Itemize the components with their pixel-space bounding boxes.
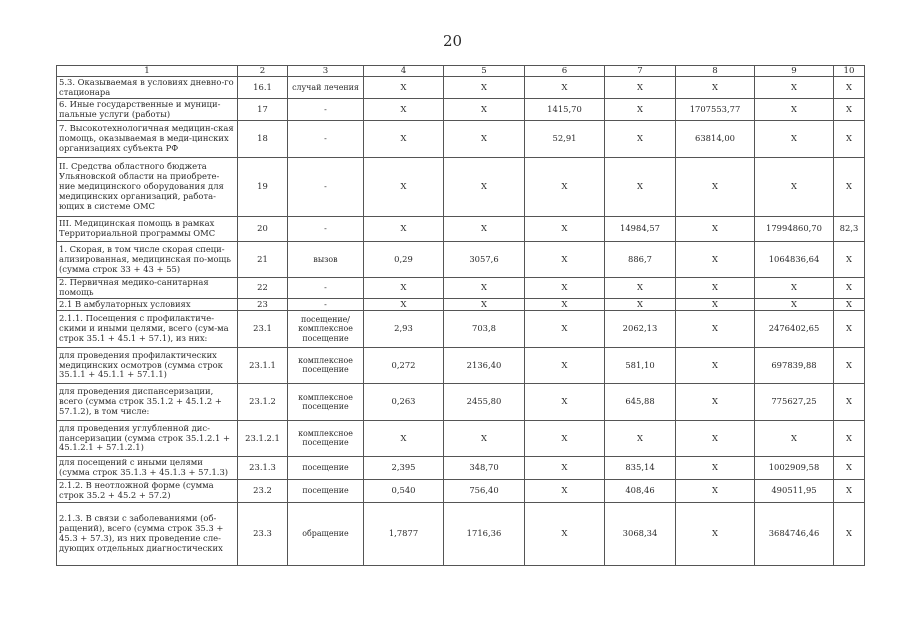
- value-cell: X: [755, 278, 834, 299]
- value-cell: 14984,57: [605, 217, 676, 242]
- row-number: 23.2: [238, 479, 288, 502]
- value-cell: X: [364, 158, 444, 217]
- value-cell: 82,3: [834, 217, 865, 242]
- row-number: 19: [238, 158, 288, 217]
- value-cell: X: [364, 121, 444, 158]
- row-description: 7. Высокотехнологичная медицин-ская помощь, оказываемая в меди-цинских организациях субъекта РФ: [57, 121, 238, 158]
- value-cell: X: [364, 420, 444, 456]
- value-cell: X: [834, 479, 865, 502]
- unit-cell: -: [288, 121, 364, 158]
- unit-cell: посещение/ комплексное посещение: [288, 310, 364, 347]
- value-cell: 52,91: [525, 121, 605, 158]
- value-cell: X: [676, 217, 755, 242]
- value-cell: 703,8: [444, 310, 525, 347]
- table-row: [57, 456, 865, 479]
- header-cell: 5: [444, 66, 525, 77]
- row-number: 23: [238, 298, 288, 310]
- row-description: 6. Иные государственные и муници-пальные услуги (работы): [57, 99, 238, 121]
- value-cell: X: [444, 420, 525, 456]
- row-number: 21: [238, 242, 288, 278]
- value-cell: X: [525, 347, 605, 383]
- header-cell: 4: [364, 66, 444, 77]
- value-cell: 3684746,46: [755, 502, 834, 565]
- value-cell: X: [676, 502, 755, 565]
- page-number: 20: [442, 32, 463, 50]
- row-description: для проведения диспансеризации, всего (сумма строк 35.1.2 + 45.1.2 + 57.1.2), в том числе:: [57, 383, 238, 420]
- value-cell: X: [755, 298, 834, 310]
- value-cell: X: [676, 347, 755, 383]
- value-cell: 0,272: [364, 347, 444, 383]
- value-cell: 1716,36: [444, 502, 525, 565]
- value-cell: X: [605, 99, 676, 121]
- value-cell: 756,40: [444, 479, 525, 502]
- value-cell: X: [834, 310, 865, 347]
- value-cell: X: [676, 383, 755, 420]
- value-cell: X: [676, 310, 755, 347]
- row-description: 2.1.3. В связи с заболеваниями (об-ращений), всего (сумма строк 35.3 + 45.3 + 57.3), из них проведение сле-дующих отдельных диагностических: [57, 502, 238, 565]
- value-cell: 1707553,77: [676, 99, 755, 121]
- table-row: [57, 158, 865, 217]
- value-cell: 408,46: [605, 479, 676, 502]
- value-cell: X: [605, 278, 676, 299]
- value-cell: 2476402,65: [755, 310, 834, 347]
- value-cell: 2,93: [364, 310, 444, 347]
- value-cell: X: [605, 77, 676, 99]
- table-row: [57, 99, 865, 121]
- value-cell: 2455,80: [444, 383, 525, 420]
- value-cell: X: [444, 77, 525, 99]
- row-description: для посещений с иными целями (сумма строк 35.1.3 + 45.1.3 + 57.1.3): [57, 456, 238, 479]
- table-row: [57, 278, 865, 299]
- row-number: 23.1.2: [238, 383, 288, 420]
- unit-cell: комплексное посещение: [288, 347, 364, 383]
- value-cell: X: [834, 121, 865, 158]
- table-row: [57, 298, 865, 310]
- value-cell: X: [364, 99, 444, 121]
- value-cell: 63814,00: [676, 121, 755, 158]
- row-description: II. Средства областного бюджета Ульяновской области на приобрете-ние медицинского оборудования для медицинских организаций, работа-ющих в системе ОМС: [57, 158, 238, 217]
- unit-cell: посещение: [288, 456, 364, 479]
- value-cell: X: [755, 99, 834, 121]
- value-cell: 1,7877: [364, 502, 444, 565]
- value-cell: X: [605, 420, 676, 456]
- value-cell: 1002909,58: [755, 456, 834, 479]
- unit-cell: -: [288, 158, 364, 217]
- value-cell: X: [364, 298, 444, 310]
- header-cell: 9: [755, 66, 834, 77]
- value-cell: X: [676, 298, 755, 310]
- value-cell: X: [525, 158, 605, 217]
- header-cell: 2: [238, 66, 288, 77]
- row-number: 23.1: [238, 310, 288, 347]
- value-cell: 2062,13: [605, 310, 676, 347]
- header-cell: 1: [57, 66, 238, 77]
- unit-cell: обращение: [288, 502, 364, 565]
- value-cell: 2136,40: [444, 347, 525, 383]
- value-cell: X: [525, 242, 605, 278]
- table-row: [57, 420, 865, 456]
- unit-cell: -: [288, 278, 364, 299]
- value-cell: 17994860,70: [755, 217, 834, 242]
- value-cell: X: [444, 99, 525, 121]
- value-cell: X: [755, 77, 834, 99]
- value-cell: 2,395: [364, 456, 444, 479]
- table-row: [57, 383, 865, 420]
- unit-cell: -: [288, 298, 364, 310]
- value-cell: X: [676, 420, 755, 456]
- row-number: 23.3: [238, 502, 288, 565]
- header-cell: 8: [676, 66, 755, 77]
- value-cell: X: [444, 298, 525, 310]
- value-cell: X: [525, 310, 605, 347]
- table-row: [57, 242, 865, 278]
- budget-table: [56, 65, 865, 566]
- value-cell: X: [834, 456, 865, 479]
- table-row: [57, 77, 865, 99]
- table-row: [57, 310, 865, 347]
- row-description: 2.1 В амбулаторных условиях: [57, 298, 238, 310]
- unit-cell: вызов: [288, 242, 364, 278]
- table-row: [57, 479, 865, 502]
- value-cell: X: [676, 242, 755, 278]
- unit-cell: -: [288, 99, 364, 121]
- unit-cell: комплексное посещение: [288, 420, 364, 456]
- row-description: для проведения углубленной дис-пансеризации (сумма строк 35.1.2.1 + 45.1.2.1 + 57.1.2.1): [57, 420, 238, 456]
- value-cell: 490511,95: [755, 479, 834, 502]
- table-row: [57, 217, 865, 242]
- value-cell: X: [676, 278, 755, 299]
- row-number: 17: [238, 99, 288, 121]
- value-cell: X: [676, 158, 755, 217]
- value-cell: X: [525, 479, 605, 502]
- value-cell: X: [605, 298, 676, 310]
- unit-cell: -: [288, 217, 364, 242]
- value-cell: X: [525, 298, 605, 310]
- value-cell: X: [364, 77, 444, 99]
- table-row: [57, 121, 865, 158]
- value-cell: X: [834, 99, 865, 121]
- value-cell: 1415,70: [525, 99, 605, 121]
- table-row: [57, 502, 865, 565]
- value-cell: 0,29: [364, 242, 444, 278]
- row-description: 1. Скорая, в том числе скорая специ-ализированная, медицинская по-мощь (сумма строк 33 + 43 + 55): [57, 242, 238, 278]
- value-cell: X: [755, 420, 834, 456]
- value-cell: 697839,88: [755, 347, 834, 383]
- value-cell: X: [676, 479, 755, 502]
- value-cell: X: [444, 217, 525, 242]
- value-cell: X: [676, 456, 755, 479]
- value-cell: X: [525, 420, 605, 456]
- value-cell: 835,14: [605, 456, 676, 479]
- value-cell: 0,263: [364, 383, 444, 420]
- value-cell: X: [444, 158, 525, 217]
- value-cell: X: [755, 158, 834, 217]
- value-cell: X: [834, 242, 865, 278]
- row-description: 2.1.2. В неотложной форме (сумма строк 35.2 + 45.2 + 57.2): [57, 479, 238, 502]
- value-cell: X: [525, 77, 605, 99]
- value-cell: X: [364, 217, 444, 242]
- value-cell: 0,540: [364, 479, 444, 502]
- row-number: 22: [238, 278, 288, 299]
- value-cell: X: [444, 121, 525, 158]
- value-cell: X: [834, 347, 865, 383]
- value-cell: 348,70: [444, 456, 525, 479]
- unit-cell: случай лечения: [288, 77, 364, 99]
- row-number: 23.1.3: [238, 456, 288, 479]
- header-row: [57, 66, 865, 77]
- row-number: 23.1.1: [238, 347, 288, 383]
- table-row: [57, 347, 865, 383]
- header-cell: 3: [288, 66, 364, 77]
- header-cell: 7: [605, 66, 676, 77]
- value-cell: X: [605, 158, 676, 217]
- value-cell: 3057,6: [444, 242, 525, 278]
- unit-cell: комплексное посещение: [288, 383, 364, 420]
- value-cell: X: [834, 383, 865, 420]
- value-cell: X: [525, 502, 605, 565]
- value-cell: X: [444, 278, 525, 299]
- value-cell: X: [834, 278, 865, 299]
- unit-cell: посещение: [288, 479, 364, 502]
- row-number: 23.1.2.1: [238, 420, 288, 456]
- value-cell: X: [525, 456, 605, 479]
- value-cell: X: [676, 77, 755, 99]
- value-cell: X: [834, 420, 865, 456]
- value-cell: 581,10: [605, 347, 676, 383]
- value-cell: 775627,25: [755, 383, 834, 420]
- value-cell: X: [364, 278, 444, 299]
- value-cell: X: [525, 278, 605, 299]
- row-description: III. Медицинская помощь в рамках Территориальной программы ОМС: [57, 217, 238, 242]
- value-cell: X: [834, 158, 865, 217]
- value-cell: 886,7: [605, 242, 676, 278]
- value-cell: 645,88: [605, 383, 676, 420]
- row-description: 5.3. Оказываемая в условиях дневно-го стационара: [57, 77, 238, 99]
- row-description: 2. Первичная медико-санитарная помощь: [57, 278, 238, 299]
- value-cell: 1064836,64: [755, 242, 834, 278]
- value-cell: X: [755, 121, 834, 158]
- row-number: 20: [238, 217, 288, 242]
- value-cell: X: [525, 217, 605, 242]
- header-cell: 10: [834, 66, 865, 77]
- row-description: 2.1.1. Посещения с профилактиче-скими и иными целями, всего (сум-ма строк 35.1 + 45.1 + 57.1), из них:: [57, 310, 238, 347]
- value-cell: X: [834, 298, 865, 310]
- row-description: для проведения профилактических медицинских осмотров (сумма строк 35.1.1 + 45.1.1 + 57.1.1): [57, 347, 238, 383]
- value-cell: X: [834, 502, 865, 565]
- value-cell: X: [834, 77, 865, 99]
- header-cell: 6: [525, 66, 605, 77]
- row-number: 18: [238, 121, 288, 158]
- row-number: 16.1: [238, 77, 288, 99]
- value-cell: X: [605, 121, 676, 158]
- value-cell: X: [525, 383, 605, 420]
- value-cell: 3068,34: [605, 502, 676, 565]
